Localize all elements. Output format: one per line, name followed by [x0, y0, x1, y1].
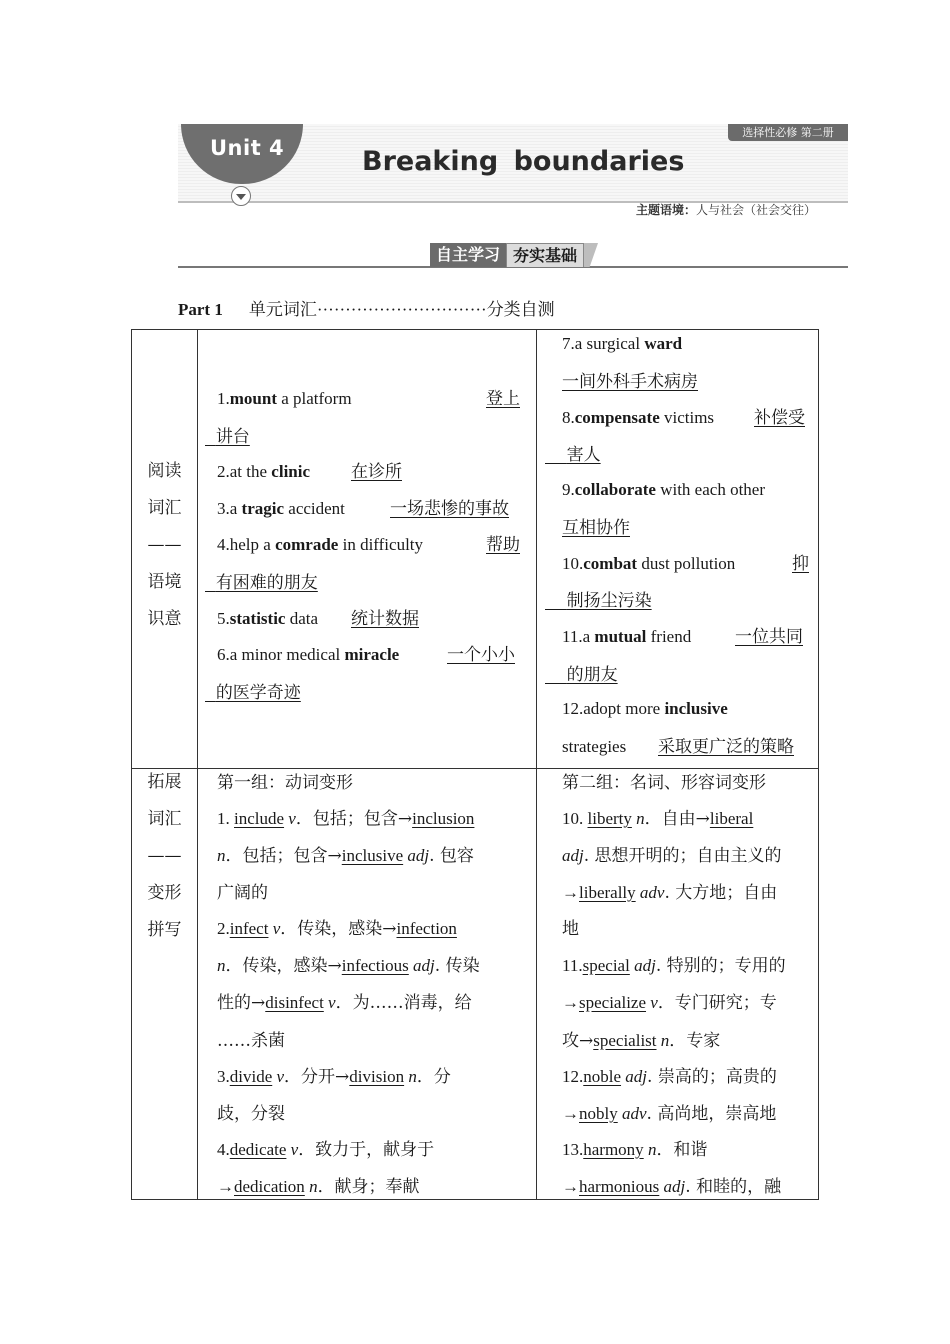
group2-line-10: 13.harmony n．和谐	[562, 1140, 708, 1160]
group2-heading: 第二组：名词、形容词变形	[562, 773, 766, 793]
group1-line-6: 性的→disinfect v．为……消毒，给	[217, 993, 472, 1013]
group1-line-2: n．包括；包含→inclusive adj. 包容	[217, 846, 474, 866]
category-expansion: 拓展 词汇 —— 变形 拼写	[147, 772, 182, 940]
part-leader: ······························	[316, 300, 487, 319]
section-tab	[430, 243, 598, 267]
reading-answer-11a: 一位共同	[735, 627, 803, 647]
reading-answer-10b: 制扬尘污染	[566, 591, 652, 611]
unit-title: Breaking boundaries	[362, 146, 685, 177]
group1-line-3: 广阔的	[217, 883, 268, 903]
group2-line-3: →liberally adv. 大方地；自由	[562, 883, 778, 903]
group1-line-10: 4.dedicate v．致力于，献身于	[217, 1140, 435, 1160]
part-subtitle: 分类自测	[486, 300, 555, 320]
reading-answer-1b: 讲台	[215, 427, 250, 447]
reading-answer-5: 统计数据	[351, 609, 419, 629]
group1-line-1: 1. include v．包括；包含→inclusion	[217, 809, 475, 829]
reading-item-5: 5.statistic data	[217, 609, 319, 628]
reading-item-12-cont: strategies	[562, 737, 627, 756]
group2-line-7: 攻→specialist n．专家	[562, 1031, 721, 1051]
group1-heading: 第一组：动词变形	[217, 773, 353, 793]
reading-item-10: 10.combat dust pollution	[562, 554, 736, 573]
group2-line-1: 10. liberty n．自由→liberal	[562, 809, 754, 829]
category-reading: 阅读 词汇 —— 语境 识意	[147, 461, 182, 629]
row-divider	[132, 768, 818, 769]
group1-line-9: 歧，分裂	[217, 1104, 285, 1124]
theme-label: 主题语境：	[636, 203, 697, 217]
reading-item-12: 12.adopt more inclusive	[562, 699, 728, 718]
reading-answer-6b: 的医学奇迹	[215, 683, 301, 703]
reading-item-8: 8.compensate victims	[562, 408, 715, 427]
column-divider	[197, 330, 198, 1199]
reading-item-11: 11.a mutual friend	[562, 627, 692, 646]
group1-line-4: 2.infect v．传染，感染→infection	[217, 919, 457, 939]
group1-line-7: ……杀菌	[217, 1031, 285, 1051]
reading-answer-9: 互相协作	[562, 518, 630, 538]
group2-line-6: →specialize v．专门研究；专	[562, 993, 777, 1013]
reading-answer-1a: 登上	[486, 389, 520, 409]
reading-item-2: 2.at the clinic	[217, 462, 311, 481]
reading-answer-7: 一间外科手术病房	[562, 372, 698, 392]
reading-answer-4a: 帮助	[486, 535, 520, 555]
part-title: 单元词汇	[248, 300, 317, 320]
reading-answer-8a: 补偿受	[754, 408, 805, 428]
reading-item-1: 1.mount a platform	[217, 389, 352, 408]
section-tab-cap	[584, 243, 598, 267]
reading-answer-8b: 害人	[566, 445, 601, 465]
reading-answer-4b: 有困难的朋友	[215, 573, 318, 593]
group1-line-8: 3.divide v．分开→division n．分	[217, 1067, 451, 1087]
section-tab-left: 自主学习	[430, 243, 506, 267]
book-tag: 选择性必修 第二册	[728, 124, 848, 141]
group2-line-9: →nobly adv. 高尚地，崇高地	[562, 1104, 777, 1124]
reading-answer-3: 一场悲惨的事故	[390, 499, 509, 519]
reading-answer-12: 采取更广泛的策略	[658, 737, 794, 757]
reading-item-4: 4.help a comrade in difficulty	[217, 535, 424, 554]
reading-answer-10a: 抑	[792, 554, 809, 574]
group1-line-5: n．传染，感染→infectious adj. 传染	[217, 956, 480, 976]
theme-value: 人与社会（社会交往）	[696, 203, 817, 217]
reading-answer-2: 在诊所	[351, 462, 402, 482]
group2-line-4: 地	[562, 919, 579, 939]
group2-line-8: 12.noble adj. 崇高的；高贵的	[562, 1067, 777, 1087]
reading-item-6: 6.a minor medical miracle	[217, 645, 400, 664]
reading-item-9: 9.collaborate with each other	[562, 480, 765, 499]
part-label: Part 1	[178, 300, 223, 319]
reading-item-7: 7.a surgical ward	[562, 334, 683, 353]
column-divider	[536, 330, 537, 1199]
group2-line-5: 11.special adj. 特别的；专用的	[562, 956, 786, 976]
reading-answer-11b: 的朋友	[566, 665, 618, 685]
vocabulary-table	[131, 329, 819, 1200]
reading-item-3: 3.a tragic accident	[217, 499, 345, 518]
theme-context	[636, 201, 816, 218]
unit-label: Unit 4	[210, 136, 285, 160]
reading-answer-6a: 一个小小	[447, 645, 515, 665]
group1-line-11: →dedication n．献身；奉献	[217, 1177, 420, 1197]
section-tab-right: 夯实基础	[506, 243, 584, 267]
group2-line-2: adj. 思想开明的；自由主义的	[562, 846, 782, 866]
chevron-down-icon	[231, 186, 251, 206]
group2-line-11: →harmonious adj. 和睦的，融	[562, 1177, 782, 1197]
part-heading	[178, 295, 555, 320]
